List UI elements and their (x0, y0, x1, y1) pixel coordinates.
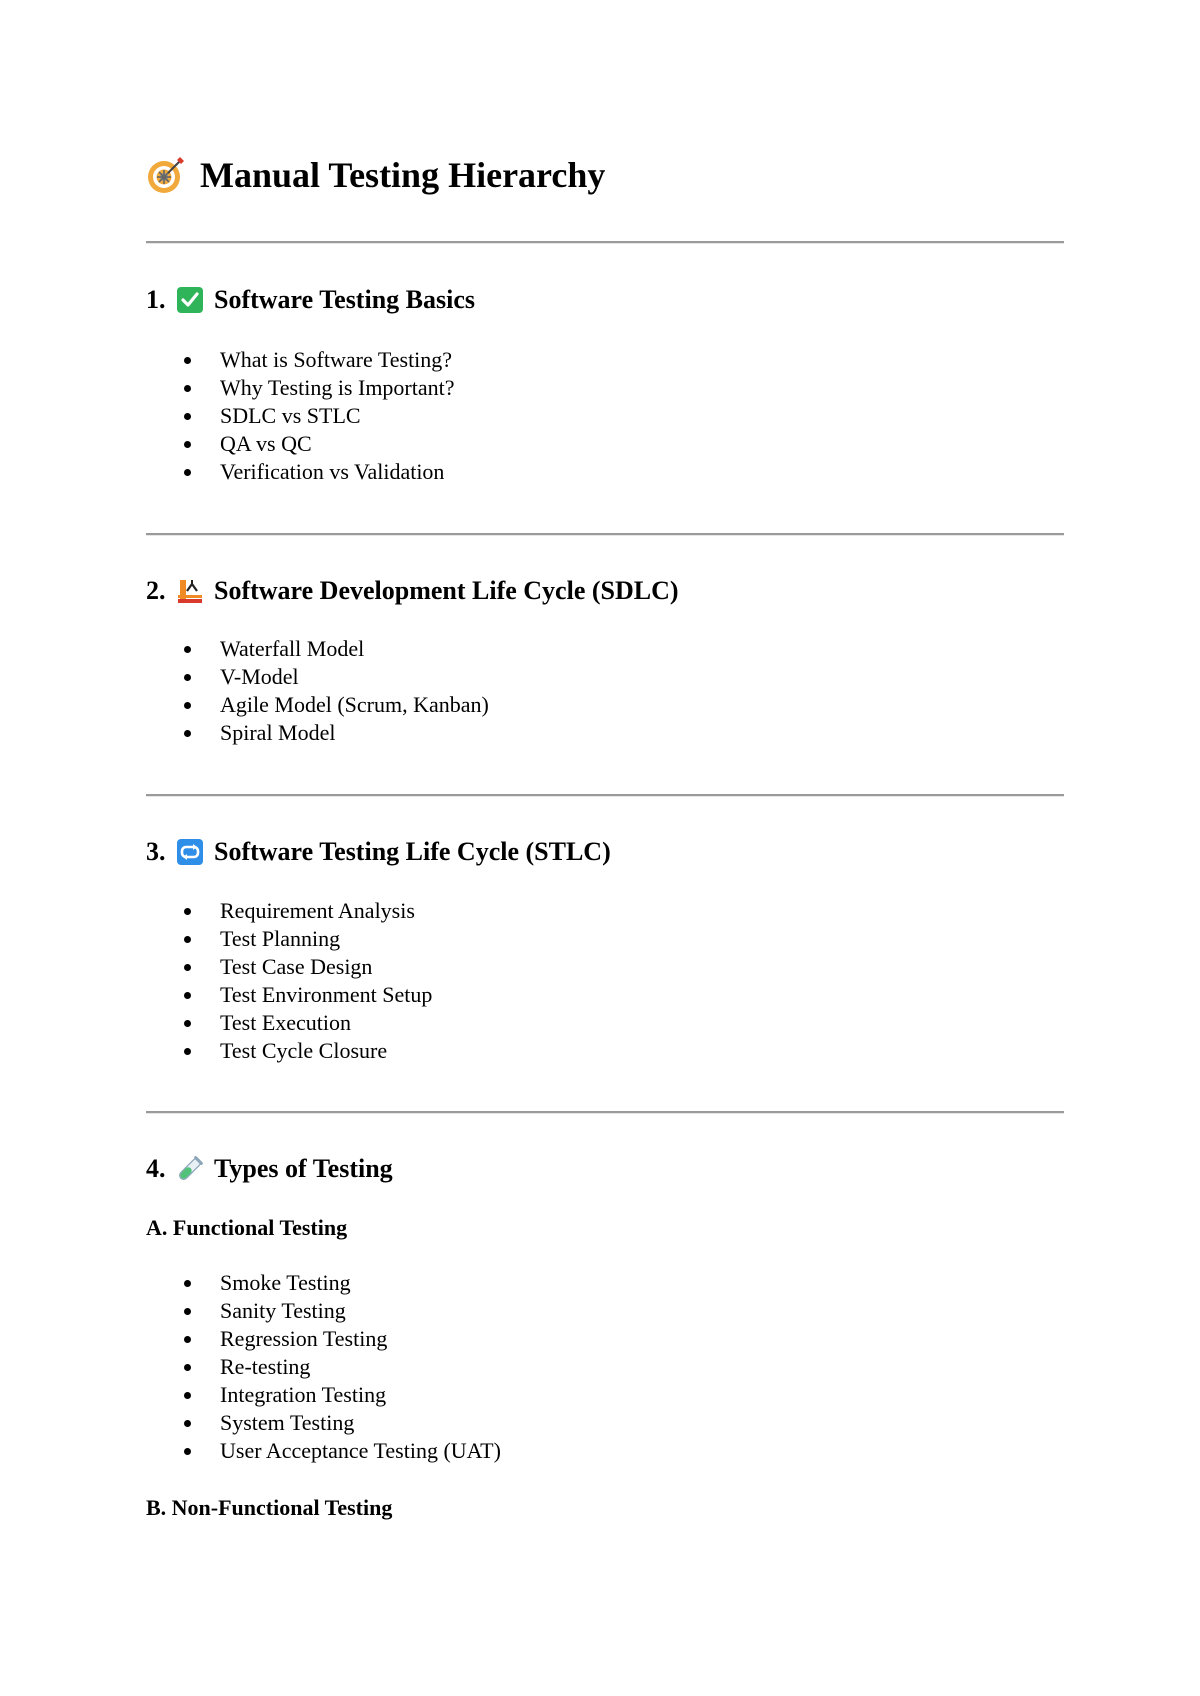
section-number: 3. (146, 837, 166, 866)
bullet (184, 469, 191, 476)
section-number: 4. (146, 1154, 166, 1183)
list-item-text: Requirement Analysis (220, 898, 415, 923)
list-item (146, 691, 489, 719)
list-item-text: Spiral Model (220, 720, 336, 745)
bullet (184, 964, 191, 971)
list-item-text: Sanity Testing (220, 1298, 346, 1323)
bullet (184, 908, 191, 915)
bullet (184, 1392, 191, 1399)
section-3-heading (146, 834, 611, 870)
list-item-text: Integration Testing (220, 1382, 387, 1407)
bullet (184, 992, 191, 999)
section-2-list (146, 635, 489, 747)
repeat-icon (176, 838, 204, 866)
section-number: 2. (146, 576, 166, 605)
bullet (184, 730, 191, 737)
list-item-text: SDLC vs STLC (220, 403, 361, 428)
bullet (184, 1020, 191, 1027)
list-item-text: QA vs QC (220, 431, 312, 456)
list-item-text: What is Software Testing? (220, 347, 453, 372)
page-title: Manual Testing Hierarchy (200, 155, 606, 195)
list-item-text: Test Environment Setup (220, 982, 433, 1007)
list-item (146, 430, 455, 458)
bullet (184, 1448, 191, 1455)
list-item (146, 374, 455, 402)
divider (146, 241, 1064, 244)
list-item-text: V-Model (220, 664, 299, 689)
construction-icon (176, 577, 204, 605)
subsection-a-heading: A. Functional Testing (146, 1215, 348, 1240)
list-item-text: Why Testing is Important? (220, 375, 455, 400)
divider (146, 1111, 1064, 1114)
list-item (146, 1009, 432, 1037)
list-item-text: Verification vs Validation (220, 459, 445, 484)
list-item (146, 635, 489, 663)
list-item-text: Regression Testing (220, 1326, 388, 1351)
list-item-text: Waterfall Model (220, 636, 365, 661)
list-item (146, 1269, 501, 1297)
bullet (184, 1048, 191, 1055)
list-item (146, 897, 432, 925)
section-title: Software Testing Life Cycle (STLC) (214, 837, 611, 866)
section-title: Types of Testing (214, 1154, 393, 1183)
bullet (184, 1364, 191, 1371)
section-1-list (146, 346, 455, 486)
bullet (184, 1280, 191, 1287)
list-item (146, 1437, 501, 1465)
list-item (146, 458, 455, 486)
list-item (146, 925, 432, 953)
list-item-text: Smoke Testing (220, 1270, 351, 1295)
section-number: 1. (146, 285, 166, 314)
section-1-heading (146, 282, 475, 318)
section-2-heading (146, 573, 679, 609)
bullet (184, 1308, 191, 1315)
bullet (184, 646, 191, 653)
list-item (146, 663, 489, 691)
bullet (184, 385, 191, 392)
list-item (146, 1297, 501, 1325)
list-item-text: Test Case Design (220, 954, 373, 979)
check-mark-icon (176, 286, 204, 314)
list-item-text: Test Planning (220, 926, 341, 951)
test-tube-icon (176, 1155, 204, 1183)
list-item (146, 1409, 501, 1437)
section-title: Software Development Life Cycle (SDLC) (214, 576, 679, 605)
section-title: Software Testing Basics (214, 285, 475, 314)
bullet (184, 936, 191, 943)
list-item (146, 981, 432, 1009)
list-item (146, 953, 432, 981)
bullet (184, 413, 191, 420)
list-item-text: User Acceptance Testing (UAT) (220, 1438, 501, 1463)
divider (146, 794, 1064, 797)
list-item (146, 1325, 501, 1353)
list-item-text: System Testing (220, 1410, 355, 1435)
bullet (184, 702, 191, 709)
title-row (146, 150, 605, 200)
list-item-text: Test Cycle Closure (220, 1038, 388, 1063)
bullet (184, 1336, 191, 1343)
bullet (184, 357, 191, 364)
bullet (184, 674, 191, 681)
list-item-text: Test Execution (220, 1010, 352, 1035)
list-item (146, 402, 455, 430)
subsection-b-heading: B. Non-Functional Testing (146, 1495, 393, 1520)
list-item (146, 719, 489, 747)
bullet (184, 441, 191, 448)
section-3-list (146, 897, 432, 1065)
subsection-a-list (146, 1269, 501, 1465)
list-item (146, 1353, 501, 1381)
list-item (146, 346, 455, 374)
target-icon (146, 155, 186, 195)
section-4-heading (146, 1151, 393, 1187)
bullet (184, 1420, 191, 1427)
divider (146, 533, 1064, 536)
list-item (146, 1381, 501, 1409)
list-item (146, 1037, 432, 1065)
list-item-text: Agile Model (Scrum, Kanban) (220, 692, 489, 717)
list-item-text: Re-testing (220, 1354, 311, 1379)
